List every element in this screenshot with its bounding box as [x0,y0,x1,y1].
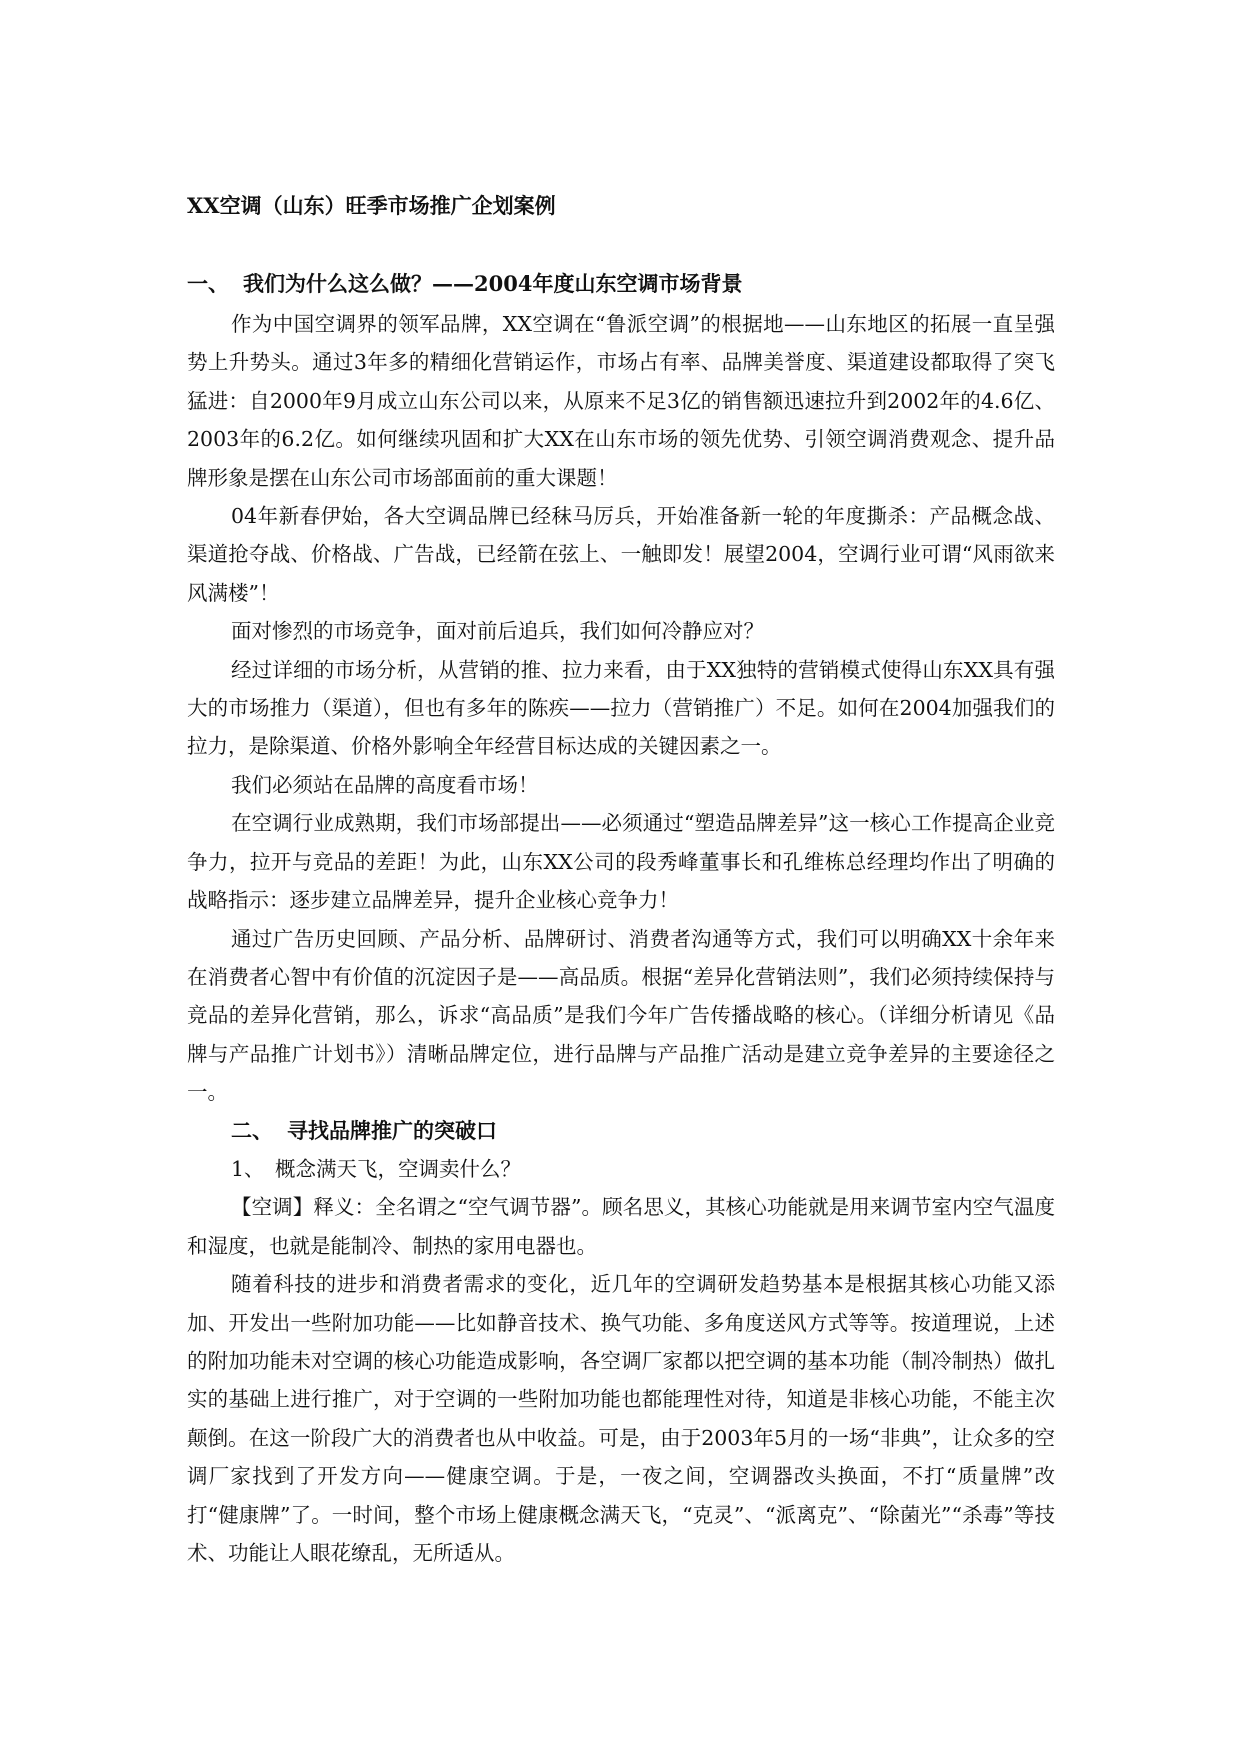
paragraph: 在空调行业成熟期，我们市场部提出——必须通过“塑造品牌差异”这一核心工作提高企业竞争力，拉开与竞品的差距！为此，山东XX公司的段秀峰董事长和孔维栋总经理均作出了明确的战略指示：逐步建立品牌差异，提升企业核心竞争力！ [187,811,1055,913]
section-heading-1 [187,269,1055,299]
paragraph: 作为中国空调界的领军品牌，XX空调在“鲁派空调”的根据地——山东地区的拓展一直呈强势上升势头。通过3年多的精细化营销运作，市场占有率、品牌美誉度、渠道建设都取得了突飞猛进：自2000年9月成立山东公司以来，从原来不足3亿的销售额迅速拉升到2002年的4.6亿、2003年的6.2亿。如何继续巩固和扩大XX在山东市场的领先优势、引领空调消费观念、提升品牌形象是摆在山东公司市场部面前的重大课题！ [187,312,1055,490]
paragraph: 【空调】释义：全名谓之“空气调节器”。顾名思义，其核心功能就是用来调节室内空气温度和湿度，也就是能制冷、制热的家用电器也。 [187,1195,1055,1258]
subsection-number: 1、 [231,1156,265,1181]
subsection-heading-text: 概念满天飞，空调卖什么？ [275,1156,521,1181]
subsection-heading [187,1150,1055,1188]
section-heading-2 [187,1112,1055,1150]
paragraph: 我们必须站在品牌的高度看市场！ [231,772,539,797]
document-body [187,191,1055,1572]
paragraph: 经过详细的市场分析，从营销的推、拉力来看，由于XX独特的营销模式使得山东XX具有强大的市场推力（渠道），但也有多年的陈疾——拉力（营销推广）不足。如何在2004加强我们的拉力，是除渠道、价格外影响全年经营目标达成的关键因素之一。 [187,657,1055,759]
section-heading-text: 我们为什么这么做？——2004年度山东空调市场背景 [243,271,743,296]
paragraph: 通过广告历史回顾、产品分析、品牌研讨、消费者沟通等方式，我们可以明确XX十余年来在消费者心智中有价值的沉淀因子是——高品质。根据“差异化营销法则”，我们必须持续保持与竞品的差异化营销，那么，诉求“高品质”是我们今年广告传播战略的核心。（详细分析请见《品牌与产品推广计划书》）清晰品牌定位，进行品牌与产品推广活动是建立竞争差异的主要途径之一。 [187,926,1055,1105]
section-number: 一、 [187,271,229,296]
document-title: XX空调（山东）旺季市场推广企划案例 [187,193,556,218]
section-heading-text: 寻找品牌推广的突破口 [287,1117,497,1143]
paragraph: 04年新春伊始，各大空调品牌已经秣马厉兵，开始准备新一轮的年度撕杀：产品概念战、渠道抢夺战、价格战、广告战，已经箭在弦上、一触即发！展望2004，空调行业可谓“风雨欲来风满楼”！ [187,504,1055,605]
paragraph: 随着科技的进步和消费者需求的变化，近几年的空调研发趋势基本是根据其核心功能又添加、开发出一些附加功能——比如静音技术、换气功能、多角度送风方式等等。按道理说，上述的附加功能未对空调的核心功能造成影响，各空调厂家都以把空调的基本功能（制冷制热）做扎实的基础上进行推广，对于空调的一些附加功能也都能理性对待，知道是非核心功能，不能主次颠倒。在这一阶段广大的消费者也从中收益。可是，由于2003年5月的一场“非典”，让众多的空调厂家找到了开发方向——健康空调。于是，一夜之间，空调器改头换面，不打“质量牌”改打“健康牌”了。一时间，整个市场上健康概念满天飞，“克灵”、“派离克”、“除菌光”“杀毒”等技术、功能让人眼花缭乱，无所适从。 [187,1272,1055,1565]
section-number: 二、 [231,1117,273,1143]
paragraph: 面对惨烈的市场竞争，面对前后追兵，我们如何冷静应对？ [231,619,764,644]
